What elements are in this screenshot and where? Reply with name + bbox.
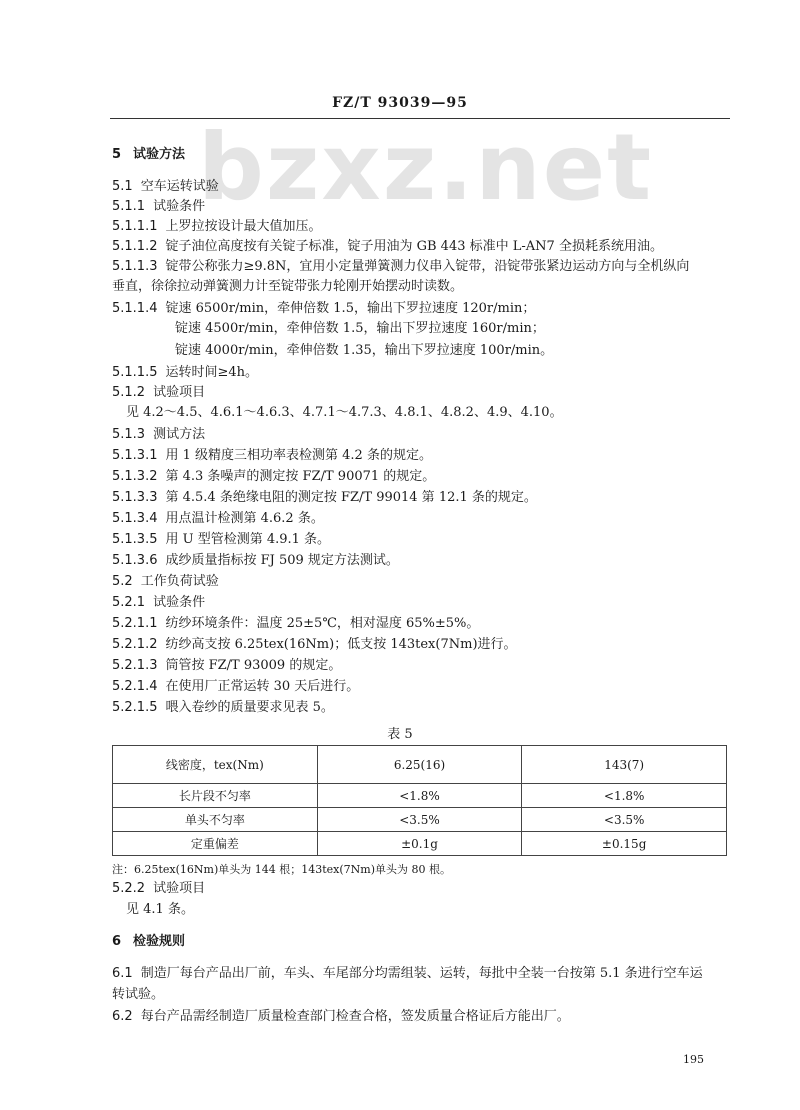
clause xyxy=(112,258,689,276)
clause-text: 锭带公称张力≥9.8N，宜用小定量弹簧测力仪串入锭带，沿锭带张紧边运动方向与全机纵向 xyxy=(165,259,690,274)
clause-number: 6 xyxy=(112,934,122,949)
clause-text: 锭速 4000r/min，牵伸倍数 1.35，输出下罗拉速度 100r/min。 xyxy=(175,343,554,358)
clause-text: 测试方法 xyxy=(153,427,206,442)
clause-number: 5.1.3.4 xyxy=(112,511,158,526)
section-heading xyxy=(112,146,185,164)
clause-text: 第 4.5.4 条绝缘电阻的测定按 FZ/T 99014 第 12.1 条的规定。 xyxy=(165,490,537,505)
clause xyxy=(112,510,324,528)
clause xyxy=(112,238,663,256)
clause-text: 运转时间≥4h。 xyxy=(165,365,259,380)
clause-text: 锭子油位高度按有关锭子标准，锭子用油为 GB 443 标准中 L-AN7 全损耗系统用油。 xyxy=(165,239,663,254)
clause-number: 5.2.1.2 xyxy=(112,637,158,652)
clause-number: 5 xyxy=(112,147,122,162)
clause xyxy=(112,699,334,717)
clause-number: 5.1.1.4 xyxy=(112,301,158,316)
clause xyxy=(112,965,703,983)
clause-number: 5.2.1.5 xyxy=(112,700,158,715)
clause xyxy=(112,364,258,382)
table-5 xyxy=(112,745,727,856)
clause-text: 工作负荷试验 xyxy=(140,574,219,589)
clause-number: 5.1.1.3 xyxy=(112,259,158,274)
clause xyxy=(112,552,399,570)
clause-number: 5.2.1.1 xyxy=(112,616,158,631)
clause xyxy=(112,218,322,236)
clause-text: 试验条件 xyxy=(153,595,206,610)
table-caption: 表 5 xyxy=(387,727,413,742)
table-row xyxy=(113,832,727,856)
table-cell: 单头不匀率 xyxy=(113,808,318,832)
clause xyxy=(112,300,535,318)
clause-text: 试验条件 xyxy=(153,199,206,214)
clause-text: 用点温计检测第 4.6.2 条。 xyxy=(165,511,324,526)
clause-text: 用 1 级精度三相功率表检测第 4.2 条的规定。 xyxy=(165,448,432,463)
table-cell: 长片段不匀率 xyxy=(113,784,318,808)
clause-text: 纺纱高支按 6.25tex(16Nm)；低支按 143tex(7Nm)进行。 xyxy=(165,637,517,652)
table-note: 注：6.25tex(16Nm)单头为 144 根；143tex(7Nm)单头为 80 根。 xyxy=(112,863,452,876)
clause-number: 5.2.1.3 xyxy=(112,658,158,673)
table-cell: <1.8% xyxy=(522,784,727,808)
clause-text: 试验项目 xyxy=(153,385,206,400)
clause-number: 5.1.3 xyxy=(112,427,146,442)
clause-text: 空车运转试验 xyxy=(140,179,219,194)
clause xyxy=(112,615,479,633)
section-heading xyxy=(112,933,185,951)
clause-text: 试验方法 xyxy=(133,147,186,162)
table-cell: <1.8% xyxy=(317,784,522,808)
clause-text: 用 U 型管检测第 4.9.1 条。 xyxy=(165,532,331,547)
clause-number: 5.1.3.2 xyxy=(112,469,158,484)
clause xyxy=(112,678,359,696)
clause-number: 6.1 xyxy=(112,966,133,981)
clause xyxy=(112,531,330,549)
table-cell: ±0.15g xyxy=(522,832,727,856)
clause-text: 喂入卷纱的质量要求见表 5。 xyxy=(165,700,334,715)
clause-text: 见 4.2～4.5、4.6.1～4.6.3、4.7.1～4.7.3、4.8.1、4.8.2、4.9、4.10。 xyxy=(126,405,563,420)
clause-number: 5.1.3.3 xyxy=(112,490,158,505)
clause-number: 5.1.3.6 xyxy=(112,553,158,568)
table-header-cell: 6.25(16) xyxy=(317,746,522,784)
clause-text: 筒管按 FZ/T 93009 的规定。 xyxy=(165,658,342,673)
clause-number: 5.2.1.4 xyxy=(112,679,158,694)
clause-number: 5.1.3.5 xyxy=(112,532,158,547)
clause-number: 5.1.2 xyxy=(112,385,146,400)
page-number: 195 xyxy=(683,1053,704,1066)
clause xyxy=(112,426,205,444)
clause-continuation xyxy=(175,342,553,360)
clause-number: 5.2.2 xyxy=(112,881,146,896)
clause xyxy=(112,489,537,507)
table-cell: <3.5% xyxy=(522,808,727,832)
table-header-cell: 线密度，tex(Nm) xyxy=(113,746,318,784)
table-cell: <3.5% xyxy=(317,808,522,832)
clause-continuation xyxy=(126,901,194,919)
clause-continuation xyxy=(112,278,463,296)
clause xyxy=(112,468,435,486)
clause-text: 转试验。 xyxy=(112,987,165,1002)
clause-number: 5.1 xyxy=(112,179,133,194)
clause-text: 垂直，徐徐拉动弹簧测力计至锭带张力轮刚开始摆动时读数。 xyxy=(112,279,464,294)
clause-text: 见 4.1 条。 xyxy=(126,902,194,917)
clause-text: 锭速 4500r/min，牵伸倍数 1.5，输出下罗拉速度 160r/min； xyxy=(175,321,545,336)
clause xyxy=(112,880,205,898)
clause-continuation xyxy=(175,320,545,338)
clause-number: 5.1.3.1 xyxy=(112,448,158,463)
clause xyxy=(112,384,205,402)
clause-text: 纺纱环境条件：温度 25±5℃，相对湿度 65%±5%。 xyxy=(165,616,480,631)
table-header-row xyxy=(113,746,727,784)
clause-number: 5.2 xyxy=(112,574,133,589)
clause xyxy=(112,447,432,465)
clause-number: 5.1.1.1 xyxy=(112,219,158,234)
clause-text: 上罗拉按设计最大值加压。 xyxy=(165,219,322,234)
clause xyxy=(112,636,517,654)
table-row xyxy=(113,808,727,832)
clause-number: 5.1.1.2 xyxy=(112,239,158,254)
clause-number: 5.1.1.5 xyxy=(112,365,158,380)
table-cell: 定重偏差 xyxy=(113,832,318,856)
clause-continuation xyxy=(126,404,563,422)
table-row xyxy=(113,784,727,808)
clause-text: 锭速 6500r/min，牵伸倍数 1.5，输出下罗拉速度 120r/min； xyxy=(165,301,536,316)
clause xyxy=(112,657,341,675)
clause xyxy=(112,573,219,591)
table-cell: ±0.1g xyxy=(317,832,522,856)
table-header-cell: 143(7) xyxy=(522,746,727,784)
clause-text: 检验规则 xyxy=(133,934,186,949)
clause-number: 6.2 xyxy=(112,1009,133,1024)
header-divider xyxy=(110,118,730,119)
clause-number: 5.2.1 xyxy=(112,595,146,610)
watermark: bzxz.net xyxy=(198,114,654,221)
clause-number: 5.1.1 xyxy=(112,199,146,214)
clause-text: 第 4.3 条噪声的测定按 FZ/T 90071 的规定。 xyxy=(165,469,436,484)
clause xyxy=(112,178,219,196)
clause-text: 制造厂每台产品出厂前，车头、车尾部分均需组装、运转，每批中全装一台按第 5.1 条进行空车运 xyxy=(140,966,703,981)
clause xyxy=(112,198,205,216)
clause-text: 每台产品需经制造厂质量检查部门检查合格，签发质量合格证后方能出厂。 xyxy=(140,1009,570,1024)
clause-text: 成纱质量指标按 FJ 509 规定方法测试。 xyxy=(165,553,399,568)
clause-text: 试验项目 xyxy=(153,881,206,896)
clause xyxy=(112,1008,570,1026)
clause xyxy=(112,594,205,612)
clause-text: 在使用厂正常运转 30 天后进行。 xyxy=(165,679,360,694)
standard-code-header: FZ/T 93039—95 xyxy=(332,95,468,111)
clause-continuation xyxy=(112,986,164,1004)
